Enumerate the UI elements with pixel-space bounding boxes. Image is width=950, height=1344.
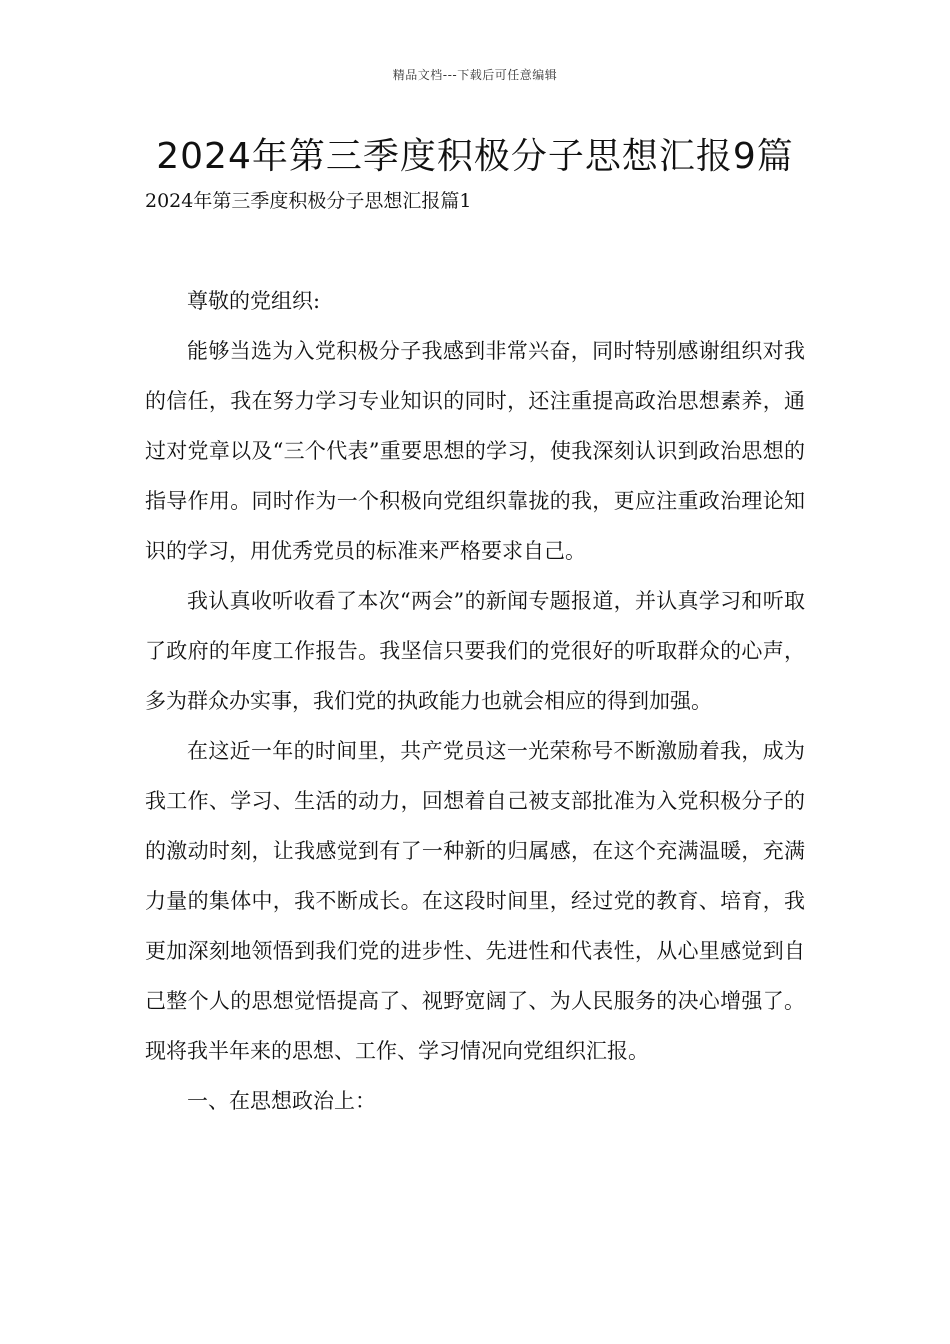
paragraph: 能够当选为入党积极分子我感到非常兴奋，同时特别感谢组织对我的信任，我在努力学习专业知识的同时，还注重提高政治思想素养，通过对党章以及“三个代表”重要思想的学习，使我深刻认识到政治思想的指导作用。同时作为一个积极向党组织靠拢的我，更应注重政治理论知识的学习，用优秀党员的标准来严格要求自己。 [145, 339, 805, 563]
paragraph: 我认真收听收看了本次“两会”的新闻专题报道，并认真学习和听取了政府的年度工作报告。我坚信只要我们的党很好的听取群众的心声，多为群众办实事，我们党的执政能力也就会相应的得到加强。 [145, 589, 805, 713]
document-title: 2024年第三季度积极分子思想汇报9篇 [156, 136, 794, 177]
salutation: 尊敬的党组织: [187, 289, 321, 313]
body-text [145, 276, 805, 1126]
section-heading: 2024年第三季度积极分子思想汇报篇1 [145, 190, 472, 212]
header-note: 精品文档---下载后可任意编辑 [392, 68, 558, 82]
subsection-heading: 一、在思想政治上： [187, 1089, 376, 1113]
paragraph: 在这近一年的时间里，共产党员这一光荣称号不断激励着我，成为我工作、学习、生活的动力，回想着自己被支部批准为入党积极分子的的激动时刻，让我感觉到有了一种新的归属感，在这个充满温暖，充满力量的集体中，我不断成长。在这段时间里，经过党的教育、培育，我更加深刻地领悟到我们党的进步性、先进性和代表性，从心里感觉到自己整个人的思想觉悟提高了、视野宽阔了、为人民服务的决心增强了。现将我半年来的思想、工作、学习情况向党组织汇报。 [145, 739, 805, 1063]
